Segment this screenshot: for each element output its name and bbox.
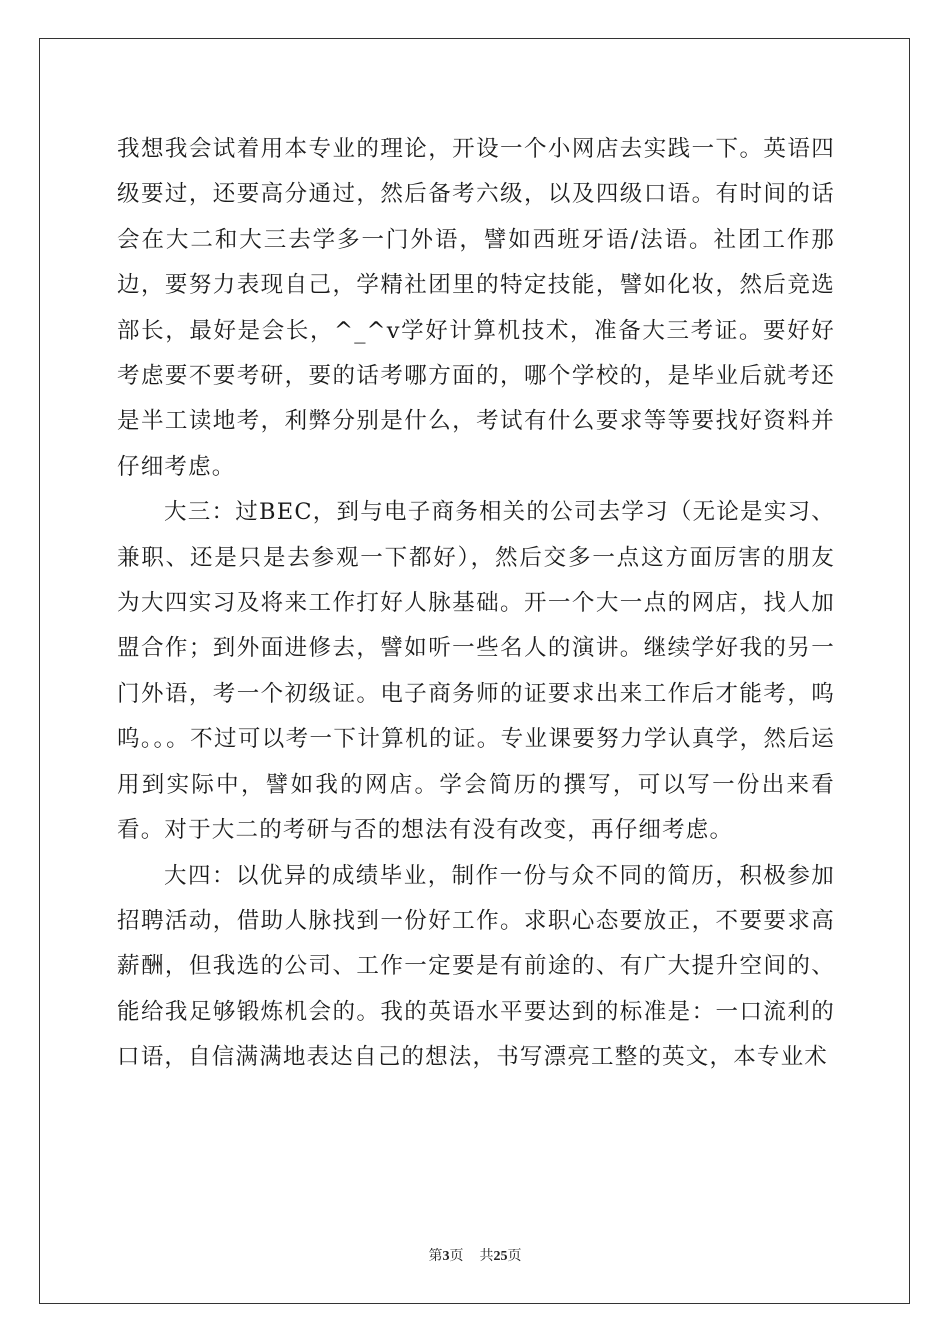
total-label-prefix: 共 — [479, 1248, 494, 1264]
total-label-suffix: 页 — [507, 1248, 522, 1264]
paragraph-continued: 我想我会试着用本专业的理论，开设一个小网店去实践一下。英语四级要过，还要高分通过，然后备考六级，以及四级口语。有时间的话会在大二和大三去学多一门外语，譬如西班牙语/法语。社团工作那边，要努力表现自己，学精社团里的特定技能，譬如化妆，然后竞选部长，最好是会长，^_^v学好计算机技术，准备大三考证。要好好考虑要不要考研，要的话考哪方面的，哪个学校的，是毕业后就考还是半工读地考，利弊分别是什么，考试有什么要求等等要找好资料并仔细考虑。 — [117, 136, 835, 480]
page-label-suffix: 页 — [449, 1248, 464, 1264]
paragraph-junior-year: 大三：过BEC，到与电子商务相关的公司去学习（无论是实习、兼职、还是只是去参观一下都好），然后交多一点这方面厉害的朋友为大四实习及将来工作打好人脉基础。开一个大一点的网店，找人加盟合作；到外面进修去，譬如听一些名人的演讲。继续学好我的另一门外语，考一个初级证。电子商务师的证要求出来工作后才能考，呜呜。。。不过可以考一下计算机的证。专业课要努力学认真学，然后运用到实际中，譬如我的网店。学会简历的撰写，可以写一份出来看看。对于大二的考研与否的想法有没有改变，再仔细考虑。 — [117, 499, 835, 844]
paragraph-senior-year: 大四：以优异的成绩毕业，制作一份与众不同的简历，积极参加招聘活动，借助人脉找到一份好工作。求职心态要放正，不要要求高薪酬，但我选的公司、工作一定要是有前途的、有广大提升空间的、能给我足够锻炼机会的。我的英语水平要达到的标准是：一口流利的口语，自信满满地表达自己的想法，书写漂亮工整的英文，本专业术 — [117, 862, 835, 1071]
total-pages: 25 — [493, 1249, 508, 1264]
page-label-prefix: 第 — [428, 1248, 443, 1264]
document-body — [117, 127, 835, 1081]
page-number: 3 — [442, 1249, 450, 1264]
page-footer — [0, 1246, 950, 1267]
